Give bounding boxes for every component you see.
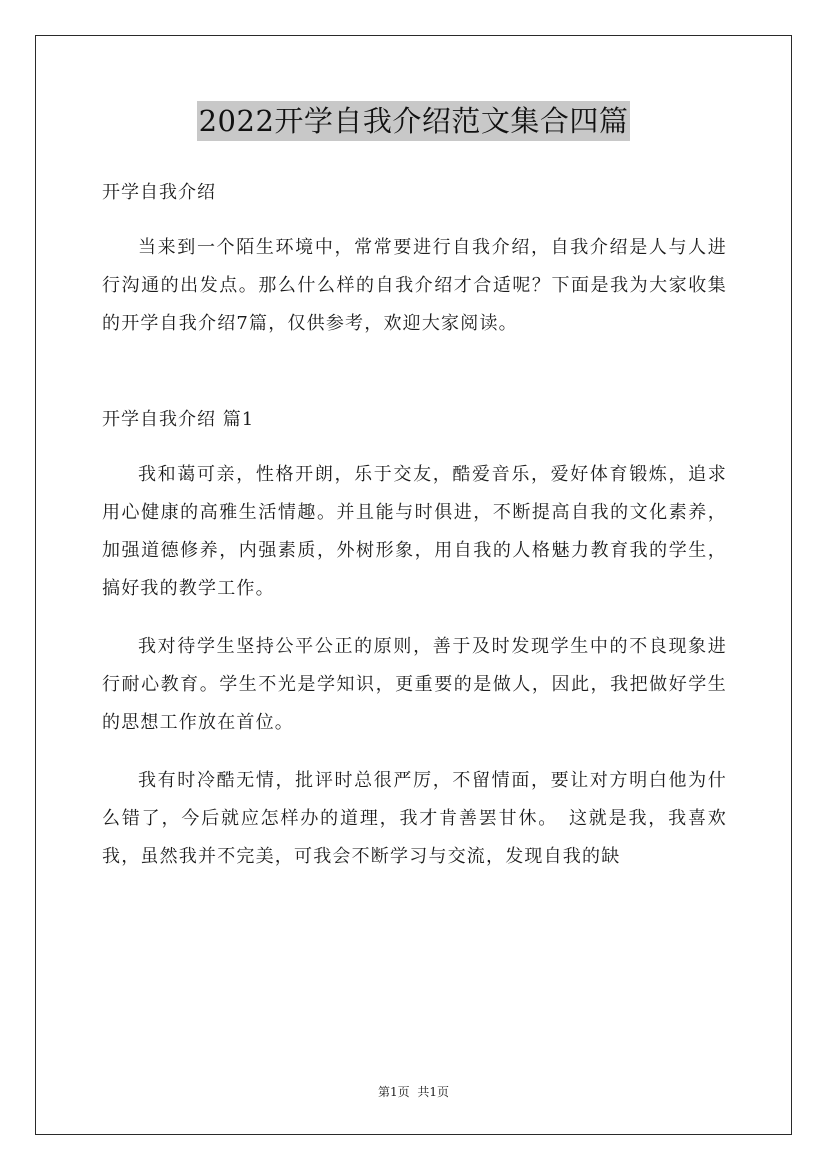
title-container <box>0 101 827 141</box>
page-footer <box>0 1083 827 1100</box>
body-paragraph: 我有时冷酷无情，批评时总很严厉，不留情面，要让对方明白他为什么错了，今后就应怎样办的道理，我才肯善罢甘休。 这就是我，我喜欢我，虽然我并不完美，可我会不断学习与交流，发现自我的缺 <box>102 770 727 867</box>
section-heading: 开学自我介绍 篇1 <box>102 409 255 430</box>
intro-paragraph: 当来到一个陌生环境中，常常要进行自我介绍，自我介绍是人与人进行沟通的出发点。那么什么样的自我介绍才合适呢？下面是我为大家收集的开学自我介绍7篇，仅供参考，欢迎大家阅读。 <box>102 237 727 334</box>
section-heading: 开学自我介绍 <box>102 182 216 203</box>
document-title: 2022开学自我介绍范文集合四篇 <box>197 101 631 141</box>
body-paragraph: 我对待学生坚持公平公正的原则，善于及时发现学生中的不良现象进行耐心教育。学生不光是学知识，更重要的是做人，因此，我把做好学生的思想工作放在首位。 <box>102 636 727 733</box>
page-number: 第1页 <box>377 1085 410 1099</box>
document-body <box>102 174 727 876</box>
body-paragraph: 我和蔼可亲，性格开朗，乐于交友，酷爱音乐，爱好体育锻炼，追求用心健康的高雅生活情趣。并且能与时俱进，不断提高自我的文化素养，加强道德修养，内强素质，外树形象，用自我的人格魅力教育我的学生，搞好我的教学工作。 <box>102 464 727 599</box>
page-total: 共1页 <box>417 1085 450 1099</box>
